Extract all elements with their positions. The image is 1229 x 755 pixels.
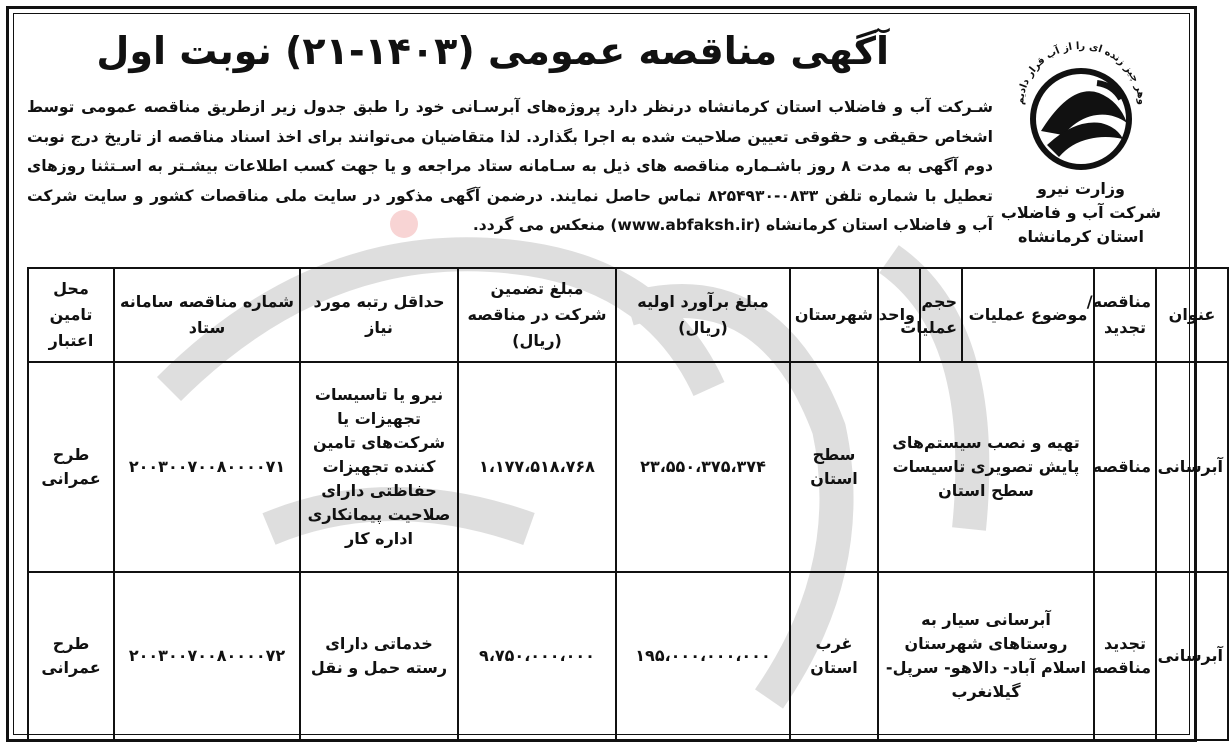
cell-estimate: ۲۳،۵۵۰،۳۷۵،۳۷۴ (616, 362, 790, 572)
cell-title: آبرسانی (1156, 362, 1228, 572)
header-subject: موضوع عملیات (962, 268, 1094, 362)
company-name: شـرکت آب و فاضلاب استان کرمانشاه (698, 98, 993, 116)
cell-type: مناقصه (1094, 362, 1156, 572)
cell-setad: ۲۰۰۳۰۰۷۰۰۸۰۰۰۰۷۲ (114, 572, 300, 740)
water-drop-logo-icon (1001, 23, 1161, 173)
organization-logo (996, 23, 1166, 268)
header-title: عنوان (1156, 268, 1228, 362)
header-volume: حجم عملیات (920, 268, 962, 362)
cell-type: تجدید مناقصه (1094, 572, 1156, 740)
header-guarantee: مبلغ تضمین شرکت در مناقصه (ریال) (458, 268, 616, 362)
table-row (28, 362, 1228, 572)
header-unit: واحد (878, 268, 920, 362)
cell-grade: خدماتی دارای رسته حمل و نقل (300, 572, 458, 740)
cell-county: غرب استان (790, 572, 878, 740)
page-title: آگهی مناقصه عمومی (۱۴۰۳-۲۱) نوبت اول (96, 29, 889, 73)
logo-line-company: شرکت آب و فاضلاب (1000, 203, 1162, 222)
logo-line-province: استان کرمانشاه (1018, 227, 1144, 246)
header-county: شهرستان (790, 268, 878, 362)
cell-funding: طرح عمرانی (28, 572, 114, 740)
cell-funding: طرح عمرانی (28, 362, 114, 572)
cell-county: سطح استان (790, 362, 878, 572)
cell-estimate: ۱۹۵،۰۰۰،۰۰۰،۰۰۰ (616, 572, 790, 740)
intro-text: درنظر دارد پروژه‌های آبرسـانی خود را طبق جدول زیر ازطریق مناقصه عمومی توسط اشخاص حقیقی و حقوقی تعیین صلاحیت شده به اجرا بگذارد. لذا متقاضیان می‌توانند برای اخذ اسناد مناقصه از تاریخ درج نوبت دوم آگهی به مدت ۸ روز باشـماره مناقصه های ذیل به سـامانه ستاد مراجعه و یا جهت کسب اطلاعات بیشـتر به اسـتثنا روزهای تعطیل با شماره تلفن ۰۸۳۳-۸۲۵۴۹۳۰ تماس حاصل نمایند. درضمن آگهی مذکور در سایت ملی مناقصات کشور و سایت شرکت آب و فاضلاب استان کرمانشاه (www.abfaksh.ir) منعکس می گردد. (27, 98, 993, 234)
cell-subject: آبرسانی سیار به روستاهای شهرستان اسلام آباد- دالاهو- سرپل- گیلانغرب (878, 572, 1094, 740)
header-estimate: مبلغ برآورد اولیه (ریال) (616, 268, 790, 362)
cell-setad: ۲۰۰۳۰۰۷۰۰۸۰۰۰۰۷۱ (114, 362, 300, 572)
cell-guarantee: ۱،۱۷۷،۵۱۸،۷۶۸ (458, 362, 616, 572)
cell-title: آبرسانی (1156, 572, 1228, 740)
cell-subject: تهیه و نصب سیستم‌های پایش تصویری تاسیسات سطح استان (878, 362, 1094, 572)
logo-line-ministry: وزارت نیرو (1037, 179, 1125, 198)
header-type: مناقصه/ تجدید (1094, 268, 1156, 362)
table-header-row (28, 268, 1228, 362)
header-funding: محل تامین اعتبار (28, 268, 114, 362)
table-row (28, 572, 1228, 740)
organization-name (996, 177, 1166, 249)
intro-paragraph (27, 93, 993, 241)
header-grade: حداقل رتبه مورد نیاز (300, 268, 458, 362)
tender-table (27, 267, 1229, 741)
logo-arc-text: وهر چیز زنده ای را از آب قرار دادیم (1014, 40, 1148, 106)
advertisement-frame (6, 6, 1223, 742)
cell-grade: نیرو یا تاسیسات تجهیزات یا شرکت‌های تامین کننده تجهیزات حفاظتی دارای صلاحیت پیمانکاری اداره کار (300, 362, 458, 572)
cell-guarantee: ۹،۷۵۰،۰۰۰،۰۰۰ (458, 572, 616, 740)
header-setad: شماره مناقصه سامانه ستاد (114, 268, 300, 362)
